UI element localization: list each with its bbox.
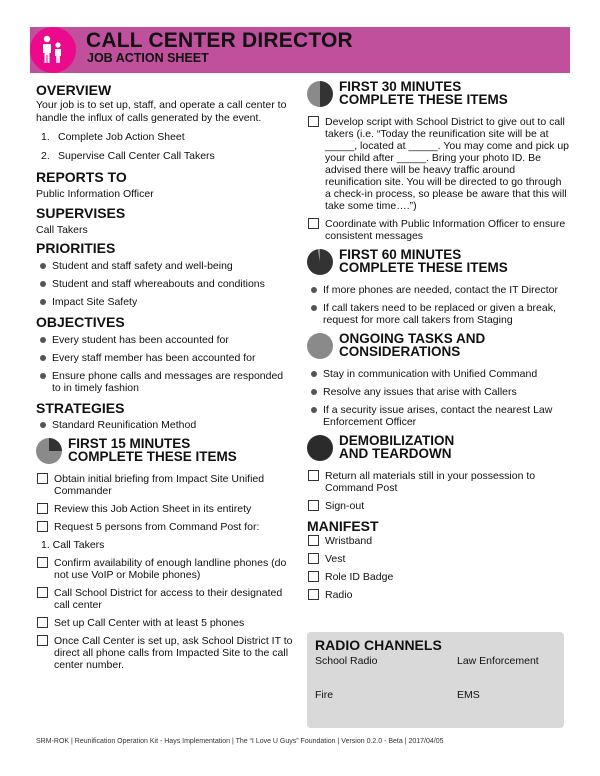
list-item: Student and staff whereabouts and conditions bbox=[36, 278, 294, 290]
checkbox[interactable] bbox=[308, 116, 319, 127]
first-30-checklist bbox=[307, 116, 569, 242]
supervises-heading: SUPERVISES bbox=[36, 205, 126, 221]
footer-text: SRM-ROK | Reunification Operation Kit - Hays Implementation | The “I Love U Guys” Foundation | Version 0.2.0 - Beta | 2017/04/05 bbox=[36, 738, 444, 745]
checklist-item[interactable]: Radio bbox=[307, 589, 569, 601]
priorities-heading: PRIORITIES bbox=[36, 240, 116, 256]
supervises-text: Call Takers bbox=[36, 224, 88, 236]
checkbox[interactable] bbox=[37, 587, 48, 598]
demob-header: DEMOBILIZATION AND TEARDOWN bbox=[307, 434, 569, 464]
checkbox[interactable] bbox=[308, 589, 319, 600]
family-icon bbox=[30, 27, 76, 73]
checkbox[interactable] bbox=[308, 553, 319, 564]
objectives-heading: OBJECTIVES bbox=[36, 314, 125, 330]
checkbox[interactable] bbox=[37, 503, 48, 514]
checklist-item[interactable]: Request 5 persons from Command Post for: bbox=[36, 521, 294, 533]
fire-label: Fire bbox=[315, 689, 334, 701]
checklist-item[interactable]: Review this Job Action Sheet in its entirety bbox=[36, 503, 294, 515]
checklist-item[interactable]: Set up Call Center with at least 5 phones bbox=[36, 617, 294, 629]
strategies-list bbox=[36, 419, 294, 431]
checkbox[interactable] bbox=[37, 557, 48, 568]
sub-item: 1. Call Takers bbox=[41, 539, 105, 551]
manifest-heading: MANIFEST bbox=[307, 518, 379, 534]
checkbox[interactable] bbox=[37, 617, 48, 628]
first-15-checklist bbox=[36, 473, 294, 671]
demob-circle-icon bbox=[307, 435, 333, 461]
reports-to-heading: REPORTS TO bbox=[36, 169, 127, 185]
page-title: CALL CENTER DIRECTOR bbox=[86, 29, 353, 52]
list-item: Standard Reunification Method bbox=[36, 419, 294, 431]
radio-channels-panel bbox=[307, 632, 564, 728]
list-item: Impact Site Safety bbox=[36, 296, 294, 308]
checklist-item[interactable]: Obtain initial briefing from Impact Site Unified Commander bbox=[36, 473, 294, 497]
priorities-list bbox=[36, 260, 294, 308]
page-subtitle: JOB ACTION SHEET bbox=[87, 51, 209, 65]
list-item: If call takers need to be replaced or given a break, request for more call takers from Staging bbox=[307, 302, 569, 326]
checklist-item[interactable]: Coordinate with Public Information Officer to ensure consistent messages bbox=[307, 218, 569, 242]
checklist-item[interactable]: Sign-out bbox=[307, 500, 569, 512]
list-item: Every student has been accounted for bbox=[36, 334, 294, 346]
right-column bbox=[307, 78, 569, 607]
full-clock-icon bbox=[307, 249, 333, 275]
manifest-checklist bbox=[307, 535, 569, 601]
checkbox[interactable] bbox=[308, 535, 319, 546]
reports-to-text: Public Information Officer bbox=[36, 188, 154, 200]
list-item: 1. Complete Job Action Sheet bbox=[41, 131, 185, 143]
strategies-heading: STRATEGIES bbox=[36, 400, 125, 416]
checklist-item[interactable]: Wristband bbox=[307, 535, 569, 547]
checkbox[interactable] bbox=[308, 470, 319, 481]
first-60-list bbox=[307, 284, 569, 326]
quarter-clock-icon bbox=[36, 438, 62, 464]
left-column bbox=[36, 80, 294, 677]
ems-label: EMS bbox=[457, 689, 480, 701]
overview-list bbox=[36, 131, 294, 163]
half-clock-icon bbox=[307, 81, 333, 107]
list-item: If a security issue arises, contact the nearest Law Enforcement Officer bbox=[307, 404, 569, 428]
checkbox[interactable] bbox=[37, 521, 48, 532]
first-15-header: FIRST 15 MINUTES COMPLETE THESE ITEMS bbox=[36, 437, 294, 467]
list-item: 2. Supervise Call Center Call Takers bbox=[41, 150, 215, 162]
list-item: Ensure phone calls and messages are responded to in timely fashion bbox=[36, 370, 294, 394]
radio-channels-heading: RADIO CHANNELS bbox=[315, 637, 442, 653]
checkbox[interactable] bbox=[308, 500, 319, 511]
ongoing-circle-icon bbox=[307, 333, 333, 359]
list-item: Student and staff safety and well-being bbox=[36, 260, 294, 272]
demob-checklist bbox=[307, 470, 569, 512]
checklist-item[interactable]: Develop script with School District to give out to call takers (i.e. “Today the reunification site will be at _____, located at _____. You may come and pick up your child after _____. Bring your photo ID. Be advised there will be heavy traffic around reunification site. You will be directed to go through a check-in process, so please be aware that this will take some time….”) bbox=[307, 116, 569, 212]
ongoing-header: ONGOING TASKS AND CONSIDERATIONS bbox=[307, 332, 569, 362]
law-enforcement-label: Law Enforcement bbox=[457, 655, 539, 667]
checklist-item[interactable]: Return all materials still in your possession to Command Post bbox=[307, 470, 569, 494]
objectives-list bbox=[36, 334, 294, 394]
ongoing-list bbox=[307, 368, 569, 428]
checklist-item[interactable]: Confirm availability of enough landline phones (do not use VoIP or Mobile phones) bbox=[36, 557, 294, 581]
school-radio-label: School Radio bbox=[315, 655, 378, 667]
list-item: Resolve any issues that arise with Callers bbox=[307, 386, 569, 398]
checklist-item[interactable]: Role ID Badge bbox=[307, 571, 569, 583]
header-banner bbox=[30, 27, 570, 73]
overview-heading: OVERVIEW bbox=[36, 82, 112, 98]
list-item: If more phones are needed, contact the IT Director bbox=[307, 284, 569, 296]
checkbox[interactable] bbox=[37, 473, 48, 484]
checklist-item[interactable]: Call School District for access to their designated call center bbox=[36, 587, 294, 611]
list-item: Stay in communication with Unified Command bbox=[307, 368, 569, 380]
first-30-header: FIRST 30 MINUTES COMPLETE THESE ITEMS bbox=[307, 80, 569, 110]
checkbox[interactable] bbox=[308, 571, 319, 582]
checklist-item[interactable]: Vest bbox=[307, 553, 569, 565]
list-item: Every staff member has been accounted for bbox=[36, 352, 294, 364]
overview-text: Your job is to set up, staff, and operate a call center to handle the influx of calls generated by the event. bbox=[36, 99, 287, 124]
checkbox[interactable] bbox=[37, 635, 48, 646]
checkbox[interactable] bbox=[308, 218, 319, 229]
first-60-header: FIRST 60 MINUTES COMPLETE THESE ITEMS bbox=[307, 248, 569, 278]
checklist-item[interactable]: Once Call Center is set up, ask School District IT to direct all phone calls from Impacted Site to the call center number. bbox=[36, 635, 294, 671]
